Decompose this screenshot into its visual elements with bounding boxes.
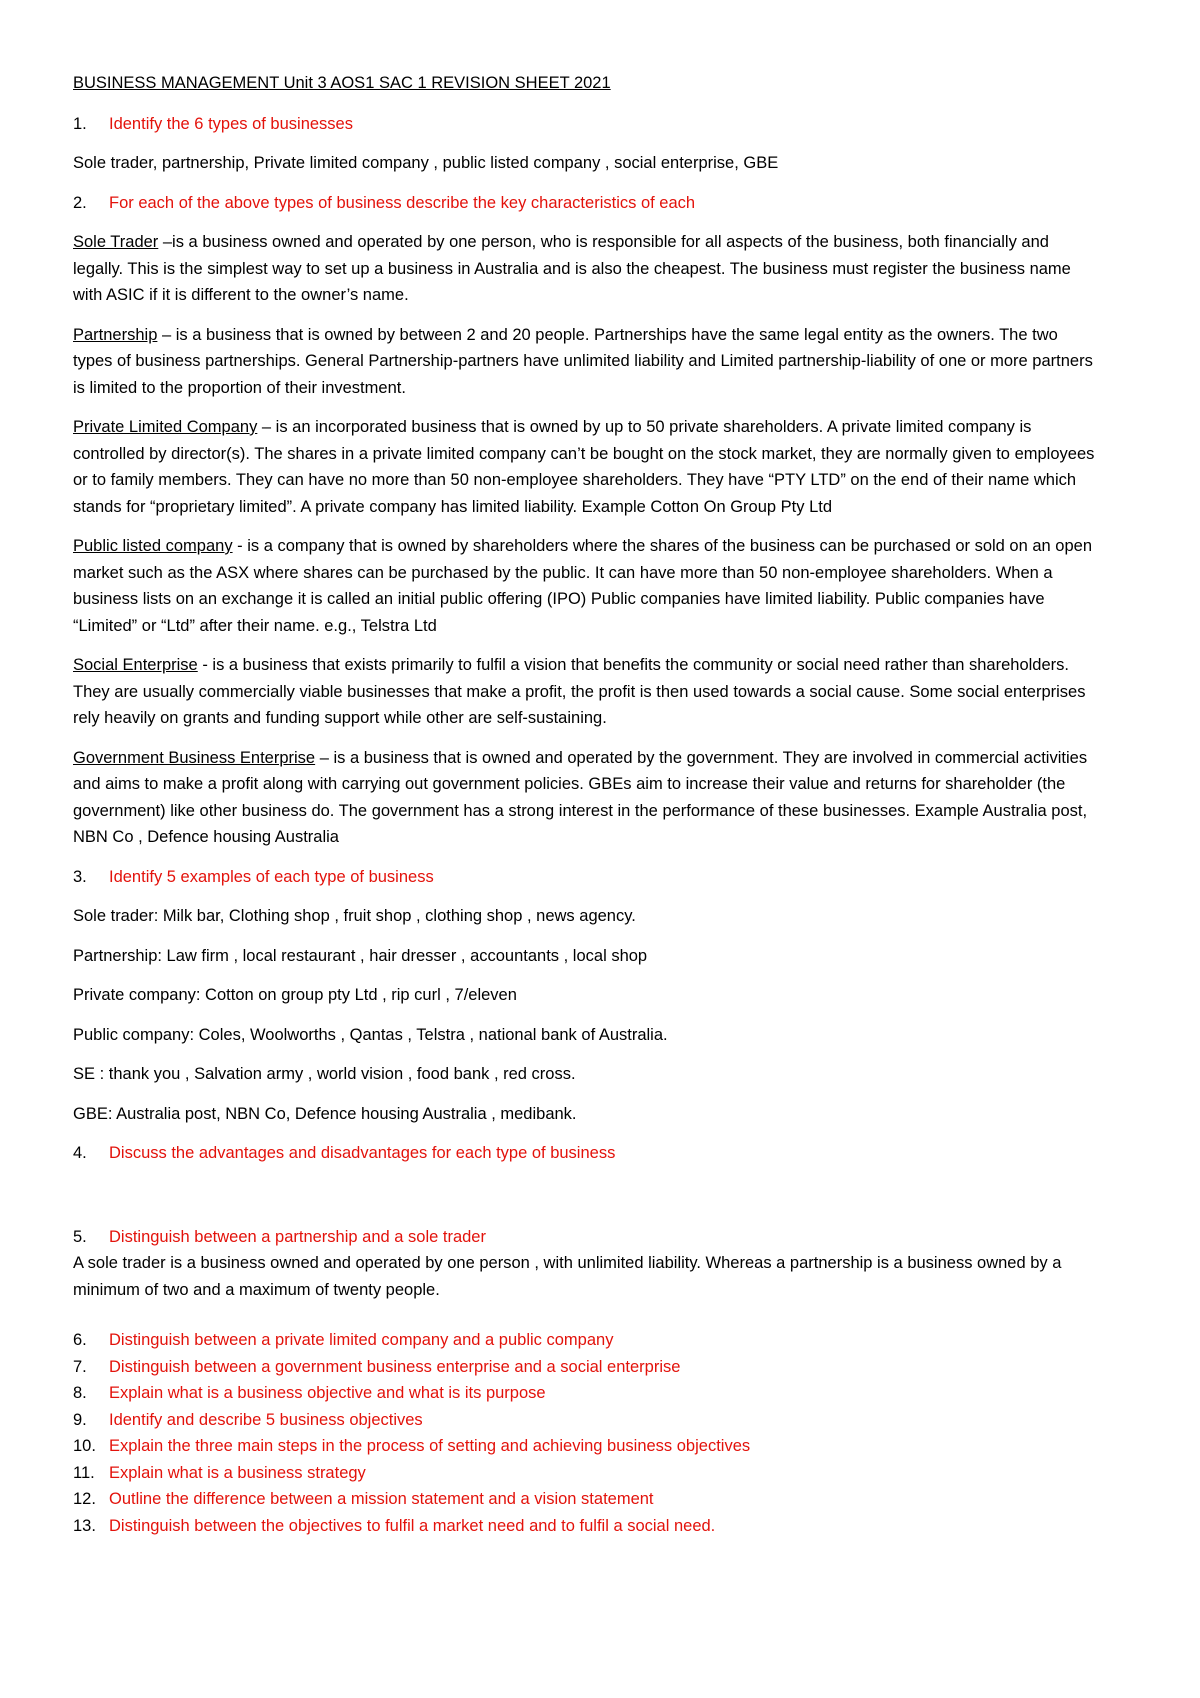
question-text: For each of the above types of business describe the key characteristics of each <box>109 193 696 212</box>
question-text: Distinguish between the objectives to fulfil a market need and to fulfil a social need. <box>109 1516 716 1535</box>
questions-list <box>73 1327 1100 1539</box>
question-number: 7. <box>73 1357 87 1376</box>
question-text: Distinguish between a government business enterprise and a social enterprise <box>109 1357 681 1376</box>
question-number: 11. <box>73 1463 95 1482</box>
question-number: 12. <box>73 1490 96 1508</box>
example-social-enterprise: SE : thank you , Salvation army , world vision , food bank , red cross. <box>73 1065 576 1083</box>
question-number: 10. <box>73 1437 96 1455</box>
definition-text: – is a business that is owned by between 2 and 20 people. Partnerships have the same legal entity as the owners. The two types of business partnerships. General Partnership-partners have unlimited liability and Limited partnership-liability of one or more partners is limited to the proportion of their investment. <box>73 325 1093 397</box>
example-sole-trader: Sole trader: Milk bar, Clothing shop , fruit shop , clothing shop , news agency. <box>73 907 636 925</box>
definition-partnership <box>73 322 1100 402</box>
answer-1: Sole trader, partnership, Private limited company , public listed company , social enterprise, GBE <box>73 154 779 172</box>
question-number: 8. <box>73 1384 87 1402</box>
definition-public-listed-company <box>73 533 1100 639</box>
definition-private-limited-company <box>73 414 1100 520</box>
question-number: 6. <box>73 1331 87 1349</box>
question-5 <box>73 1224 1100 1251</box>
example-partnership: Partnership: Law firm , local restaurant , hair dresser , accountants , local shop <box>73 946 648 965</box>
definition-social-enterprise <box>73 652 1100 732</box>
page-title: BUSINESS MANAGEMENT Unit 3 AOS1 SAC 1 REVISION SHEET 2021 <box>73 74 611 92</box>
question-6 <box>73 1327 1100 1354</box>
definition-term: Sole Trader <box>73 233 159 251</box>
question-10 <box>73 1433 1100 1460</box>
example-private-company: Private company: Cotton on group pty Ltd , rip curl , 7/eleven <box>73 986 517 1004</box>
definition-term: Partnership <box>73 325 158 344</box>
definition-term: Private Limited Company <box>73 418 258 436</box>
question-text: Distinguish between a private limited company and a public company <box>109 1331 614 1349</box>
question-text: Identify 5 examples of each type of business <box>109 867 434 886</box>
definition-term: Public listed company <box>73 537 233 555</box>
definition-government-business-enterprise <box>73 745 1100 851</box>
question-13 <box>73 1513 1100 1540</box>
question-text: Distinguish between a partnership and a sole trader <box>109 1227 486 1246</box>
question-2 <box>73 190 1100 217</box>
question-4 <box>73 1140 1100 1167</box>
question-text: Outline the difference between a mission statement and a vision statement <box>109 1490 654 1508</box>
question-3 <box>73 864 1100 891</box>
question-number: 4. <box>73 1144 87 1162</box>
definition-sole-trader <box>73 229 1100 309</box>
spacer <box>73 1180 1100 1224</box>
question-9 <box>73 1407 1100 1434</box>
definition-text: – is a business that is owned and operated by the government. They are involved in commercial activities and aims to make a profit along with carrying out government policies. GBEs aim to increase their value and returns for shareholder (the government) like other business do. The government has a strong interest in the performance of these businesses. Example Australia post, NBN Co , Defence housing Australia <box>73 748 1088 846</box>
question-text: Identify the 6 types of businesses <box>109 114 353 133</box>
question-7 <box>73 1354 1100 1381</box>
question-text: Discuss the advantages and disadvantages for each type of business <box>109 1144 616 1162</box>
question-1 <box>73 111 1100 138</box>
question-12 <box>73 1486 1100 1513</box>
question-text: Explain what is a business strategy <box>109 1463 366 1482</box>
question-number: 9. <box>73 1410 87 1429</box>
question-number: 2. <box>73 193 87 212</box>
definition-text: –is a business owned and operated by one person, who is responsible for all aspects of the business, both financially and legally. This is the simplest way to set up a business in Australia and is also the cheapest. The business must register the business name with ASIC if it is different to the owner’s name. <box>73 233 1071 304</box>
question-text: Explain the three main steps in the process of setting and achieving business objectives <box>109 1437 751 1455</box>
question-number: 1. <box>73 114 87 133</box>
definition-term: Government Business Enterprise <box>73 748 316 767</box>
question-text: Explain what is a business objective and what is its purpose <box>109 1384 546 1402</box>
question-11 <box>73 1460 1100 1487</box>
definition-text: - is a company that is owned by shareholders where the shares of the business can be purchased or sold on an open market such as the ASX where shares can be purchased by the public. It can have more than 50 non-employee shareholders. When a business lists on an exchange it is called an initial public offering (IPO) Public companies have limited liability. Public companies have “Limited” or “Ltd” after their name. e.g., Telstra Ltd <box>73 537 1093 635</box>
question-number: 5. <box>73 1227 87 1246</box>
question-8 <box>73 1380 1100 1407</box>
question-number: 13. <box>73 1516 96 1535</box>
example-public-company: Public company: Coles, Woolworths , Qantas , Telstra , national bank of Australia. <box>73 1025 668 1044</box>
definition-text: - is a business that exists primarily to fulfil a vision that benefits the community or social need rather than shareholders. They are usually commercially viable businesses that make a profit, the profit is then used towards a social cause. Some social enterprises rely heavily on grants and funding support while other are self-sustaining. <box>73 656 1086 727</box>
question-text: Identify and describe 5 business objectives <box>109 1410 423 1429</box>
definition-text: – is an incorporated business that is owned by up to 50 private shareholders. A private limited company is controlled by director(s). The shares in a private limited company can’t be bought on the stock market, they are normally given to employees or to family members. They can have no more than 50 non-employee shareholders. They have “PTY LTD” on the end of their name which stands for “proprietary limited”. A private company has limited liability. Example Cotton On Group Pty Ltd <box>73 418 1095 516</box>
definition-term: Social Enterprise <box>73 656 198 674</box>
answer-5: A sole trader is a business owned and operated by one person , with unlimited liability. Whereas a partnership is a business owned by a minimum of two and a maximum of twenty people. <box>73 1254 1062 1299</box>
question-number: 3. <box>73 867 87 886</box>
example-gbe: GBE: Australia post, NBN Co, Defence housing Australia , medibank. <box>73 1104 577 1123</box>
